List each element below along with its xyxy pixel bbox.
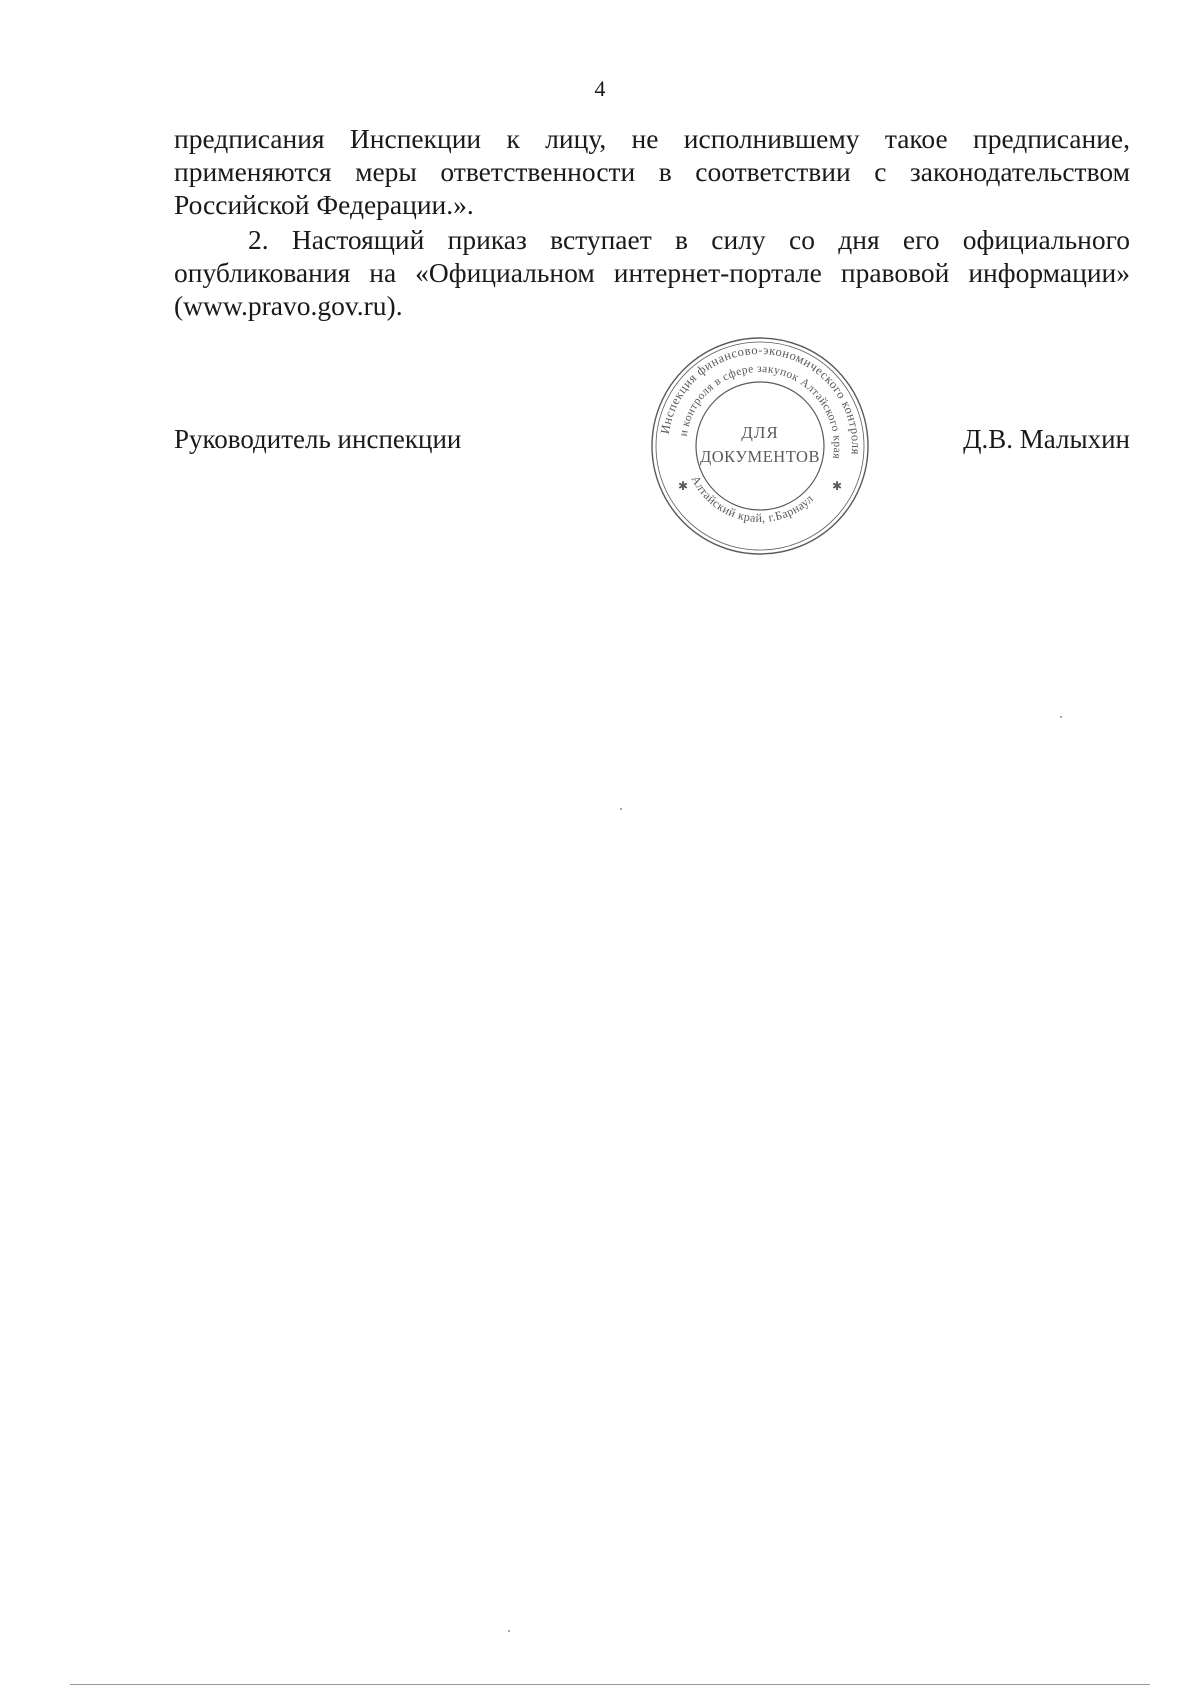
scan-speck	[508, 1630, 510, 1632]
scan-edge-line	[70, 1684, 1150, 1685]
stamp-center-line-2: ДОКУМЕНТОВ	[700, 447, 820, 466]
stamp-outer-text: Инспекция финансово-экономического контроля	[657, 342, 864, 456]
document-body	[174, 122, 1130, 322]
stamp-star-left-icon: ✱	[678, 479, 689, 493]
signature-name: Д.В. Малыхин	[963, 424, 1130, 454]
stamp-inner-text: и контроля в сфере закупок Алтайского края	[677, 362, 844, 460]
paragraph-1-line-3: Российской Федерации.».	[174, 189, 474, 220]
paragraph-2-line-3: (www.pravo.gov.ru).	[174, 290, 403, 321]
stamp-inner-ring	[696, 382, 824, 510]
stamp-center-line-1: ДЛЯ	[741, 423, 779, 442]
scan-speck	[1060, 716, 1062, 718]
stamp-bottom-text: Алтайский край, г.Барнаул	[688, 473, 817, 526]
page-number: 4	[594, 76, 606, 101]
paragraph-2-line-2: опубликования на «Официальном интернет-портале правовой информации»	[174, 257, 1130, 288]
paragraph-1-line-2: применяются меры ответственности в соответствии с законодательством	[174, 156, 1130, 187]
paragraph-2-line-1: 2. Настоящий приказ вступает в силу со дня его официального	[248, 224, 1130, 255]
stamp-star-right-icon: ✱	[832, 479, 843, 493]
official-stamp	[648, 334, 872, 558]
signature-role: Руководитель инспекции	[174, 424, 462, 454]
stamp-seal-icon	[648, 334, 872, 558]
scan-speck	[620, 808, 622, 810]
paragraph-1-line-1: предписания Инспекции к лицу, не исполнившему такое предписание,	[174, 123, 1130, 154]
